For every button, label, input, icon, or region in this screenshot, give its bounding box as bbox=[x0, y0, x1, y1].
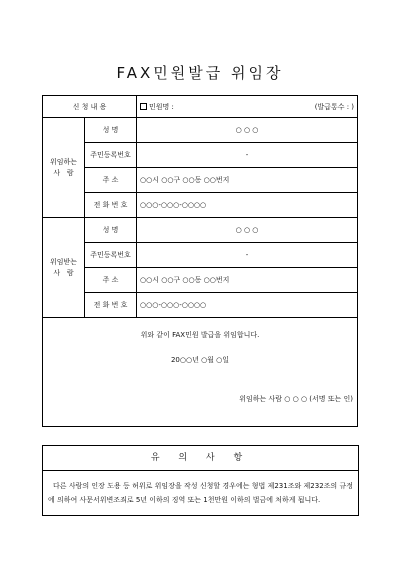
delegate-rrn-value[interactable]: - bbox=[137, 243, 358, 268]
declaration-text: 위와 같이 FAX민원 발급을 위임합니다. bbox=[140, 331, 260, 339]
delegate-rrn-row bbox=[43, 243, 358, 268]
delegate-phone-row bbox=[43, 293, 358, 318]
delegate-name-row bbox=[43, 218, 358, 243]
delegator-name-label: 성 명 bbox=[85, 118, 137, 143]
delegator-rrn-row bbox=[43, 143, 358, 168]
delegate-name-label: 성 명 bbox=[85, 218, 137, 243]
delegate-address-label: 주 소 bbox=[85, 268, 137, 293]
delegate-rrn-label: 주민등록번호 bbox=[85, 243, 137, 268]
notice-body: 다른 사람의 인장 도용 등 허위로 위임장을 작성 신청할 경우에는 형법 제231조와 제232조의 규정에 의하여 사문서위변조죄로 5년 이하의 징역 또는 1천만원 이하의 벌금에 처하게 됩니다. bbox=[48, 482, 353, 504]
delegator-phone-label: 전 화 번 호 bbox=[85, 193, 137, 218]
delegator-name-value[interactable]: ○ ○ ○ bbox=[137, 118, 358, 143]
delegate-name-value[interactable]: ○ ○ ○ bbox=[137, 218, 358, 243]
delegator-address-value[interactable]: ○○시 ○○구 ○○동 ○○번지 bbox=[137, 168, 358, 193]
delegate-address-value[interactable]: ○○시 ○○구 ○○동 ○○번지 bbox=[137, 268, 358, 293]
delegate-address-row bbox=[43, 268, 358, 293]
signature-line[interactable]: 위임하는 사람 ○ ○ ○ (서명 또는 인) bbox=[239, 395, 354, 403]
statement-row bbox=[43, 318, 358, 427]
document-title: FAX민원발급 위임장 bbox=[116, 64, 284, 82]
date-text[interactable]: 20○○년 ○월 ○일 bbox=[170, 356, 230, 364]
delegate-phone-label: 전 화 번 호 bbox=[85, 293, 137, 318]
request-row bbox=[43, 96, 358, 118]
delegator-rrn-label: 주민등록번호 bbox=[85, 143, 137, 168]
delegator-address-row bbox=[43, 168, 358, 193]
delegator-phone-value[interactable]: ○○○-○○○-○○○○ bbox=[137, 193, 358, 218]
notice-box bbox=[42, 445, 359, 516]
request-label: 신 청 내 용 bbox=[43, 96, 137, 118]
request-content-cell bbox=[137, 96, 358, 118]
checkbox-icon[interactable] bbox=[140, 103, 147, 110]
delegator-group-label: 위임하는 사 람 bbox=[43, 118, 85, 218]
delegator-name-row bbox=[43, 118, 358, 143]
notice-title: 유 의 사 항 bbox=[43, 446, 358, 471]
delegator-rrn-value[interactable]: - bbox=[137, 143, 358, 168]
delegate-phone-value[interactable]: ○○○-○○○-○○○○ bbox=[137, 293, 358, 318]
petition-name-label: 민원명 : bbox=[149, 102, 174, 111]
delegate-group-label: 위임받는 사 람 bbox=[43, 218, 85, 318]
statement-cell bbox=[43, 318, 358, 427]
copies-label: (발급통수 : ) bbox=[314, 102, 355, 111]
delegation-form-table bbox=[42, 95, 358, 427]
delegator-address-label: 주 소 bbox=[85, 168, 137, 193]
delegator-phone-row bbox=[43, 193, 358, 218]
